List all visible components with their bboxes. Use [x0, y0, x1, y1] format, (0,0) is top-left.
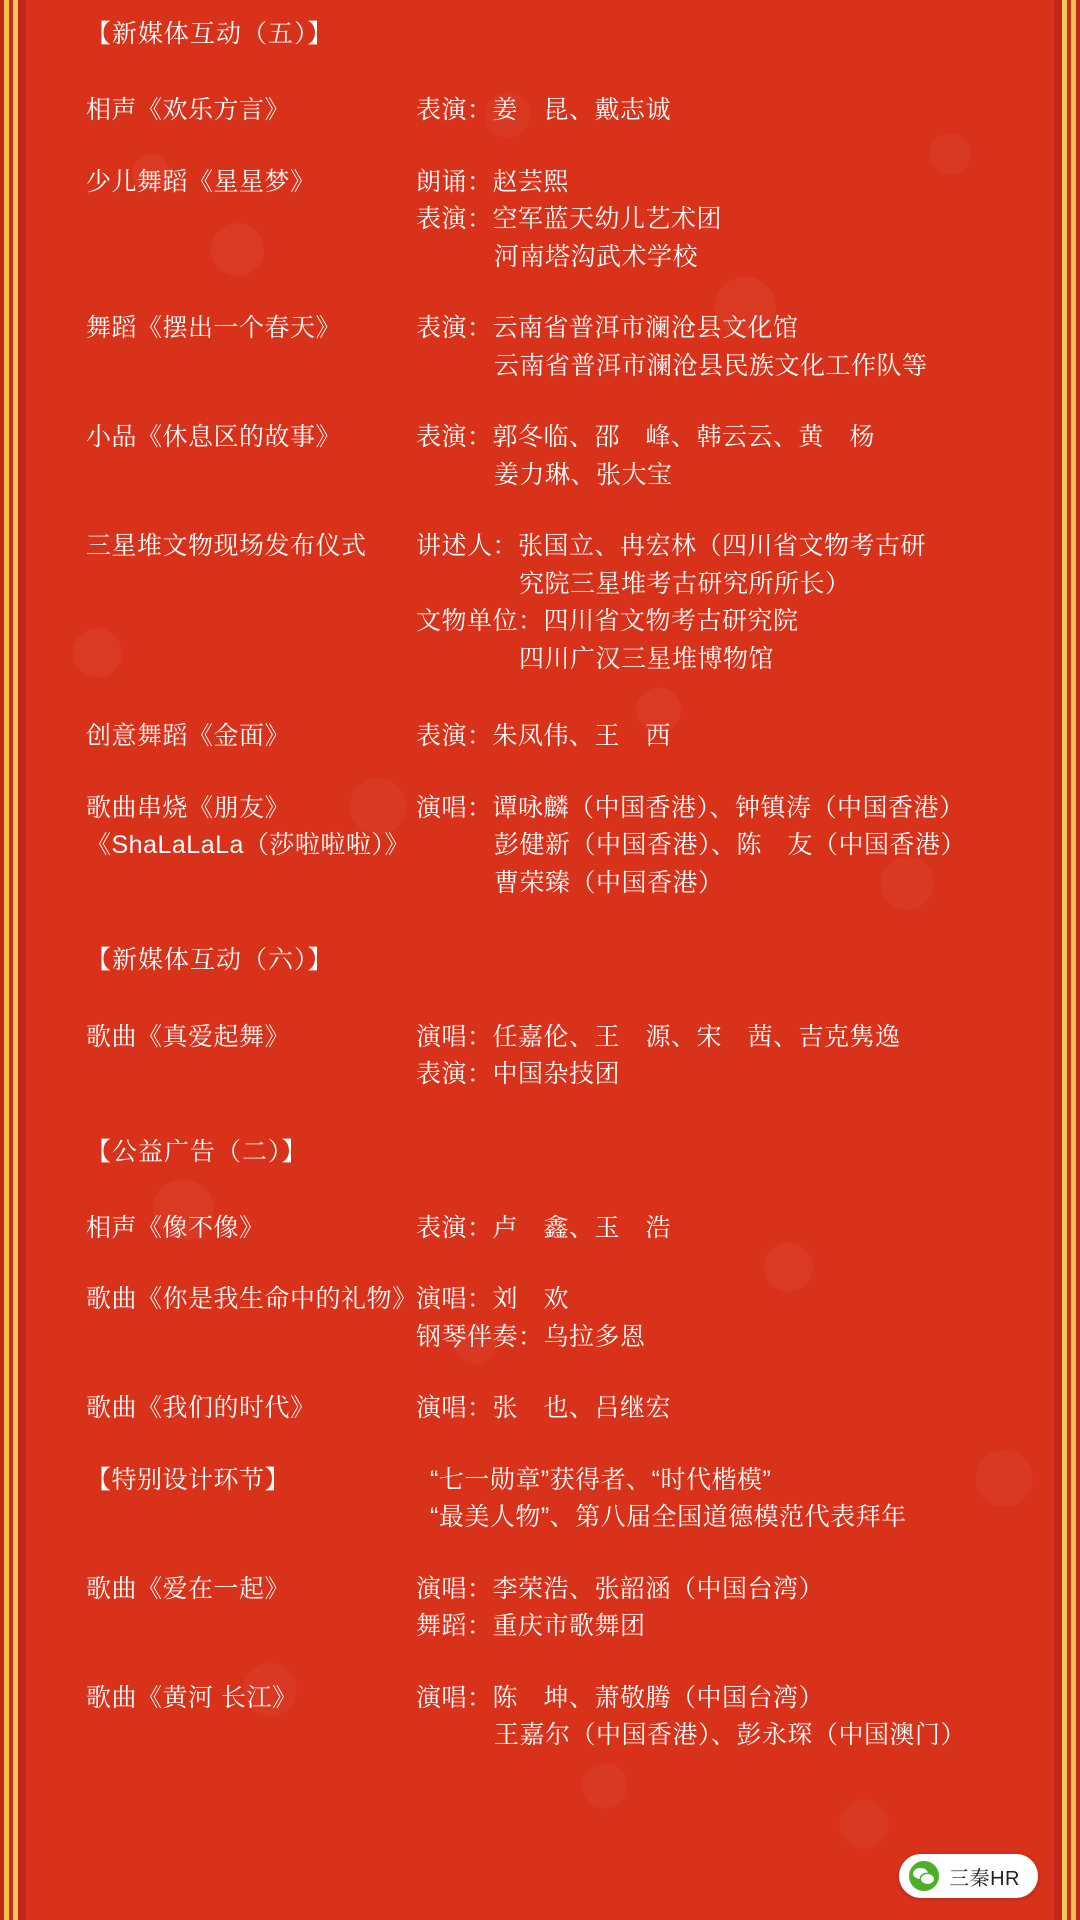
program-row: [26, 1462, 1054, 1537]
detail-line: 讲述人：张国立、冉宏林（四川省文物考古研: [416, 532, 927, 561]
detail-line: 表演：云南省普洱市澜沧县文化馆: [416, 314, 799, 343]
program-title-main: 歌曲串烧《朋友》: [86, 793, 291, 822]
program-detail: [416, 310, 1024, 385]
detail-line: 河南塔沟武术学校: [494, 242, 699, 271]
program-title: 少儿舞蹈《星星梦》: [86, 167, 316, 196]
section-heading-label: 【新媒体互动（六）】: [86, 946, 334, 975]
program-title: 相声《像不像》: [86, 1213, 265, 1242]
detail-line: 表演：卢 鑫、玉 浩: [416, 1213, 672, 1242]
program-row: [26, 164, 1054, 277]
detail-line: 表演：空军蓝天幼儿艺术团: [416, 205, 723, 234]
program-row: [26, 1210, 1054, 1248]
program-title: [86, 790, 416, 865]
program-row: [26, 92, 1054, 130]
section-heading-label: 【新媒体互动（五）】: [86, 20, 334, 48]
detail-line: 四川广汉三星堆博物馆: [519, 644, 775, 673]
program-title: 舞蹈《摆出一个春天》: [86, 314, 342, 343]
program-title: 歌曲《黄河 长江》: [86, 1683, 298, 1712]
detail-line: 表演：朱凤伟、王 西: [416, 722, 672, 751]
program-detail: [416, 790, 1024, 903]
program-detail: [416, 164, 1024, 277]
detail-line: 姜力琳、张大宝: [494, 460, 673, 489]
program-row: [26, 1680, 1054, 1755]
detail-line: 云南省普洱市澜沧县民族文化工作队等: [494, 351, 928, 380]
detail-line: “七一勋章”获得者、“时代楷模”: [430, 1465, 772, 1494]
program-title: 创意舞蹈《金面》: [86, 722, 291, 751]
program-detail: [416, 718, 1024, 756]
program-detail: [416, 528, 1024, 678]
program-detail: [416, 1390, 1024, 1428]
program-detail: [416, 1462, 1024, 1537]
wechat-icon: [909, 1861, 939, 1891]
left-border-ornament: [0, 0, 26, 1920]
program-title: 三星堆文物现场发布仪式: [86, 532, 367, 561]
program-detail: [416, 1571, 1024, 1646]
program-row: [26, 310, 1054, 385]
program-detail: [416, 1210, 1024, 1248]
program-row: [26, 718, 1054, 756]
detail-line: 演唱：李荣浩、张韶涵（中国台湾）: [416, 1574, 825, 1603]
detail-line: 演唱：刘 欢: [416, 1285, 570, 1314]
right-border-ornament: [1054, 0, 1080, 1920]
detail-line: 演唱：谭咏麟（中国香港）、钟镇涛（中国香港）: [416, 793, 965, 822]
program-title: 【特别设计环节】: [86, 1465, 291, 1494]
detail-line: 王嘉尔（中国香港）、彭永琛（中国澳门）: [494, 1721, 967, 1750]
program-title: 歌曲《爱在一起》: [86, 1574, 291, 1603]
detail-line: 舞蹈：重庆市歌舞团: [416, 1612, 646, 1641]
detail-line: 文物单位：四川省文物考古研究院: [416, 607, 799, 636]
program-detail: [416, 1281, 1024, 1356]
program-detail: [416, 1019, 1024, 1094]
detail-line: 朗诵：赵芸熙: [416, 167, 570, 196]
program-title: 相声《欢乐方言》: [86, 96, 291, 125]
program-list: [26, 0, 1054, 1920]
wechat-watermark[interactable]: [899, 1854, 1038, 1898]
section-heading: [26, 942, 1054, 978]
program-title: 小品《休息区的故事》: [86, 423, 342, 452]
detail-line: 演唱：任嘉伦、王 源、宋 茜、吉克隽逸: [416, 1022, 901, 1051]
program-detail: [416, 92, 1024, 130]
program-row: [26, 1281, 1054, 1356]
detail-line: 钢琴伴奏：乌拉多恩: [416, 1322, 646, 1351]
detail-line: 曹荣臻（中国香港）: [494, 868, 724, 897]
detail-line: 表演：姜 昆、戴志诚: [416, 96, 672, 125]
detail-line: 演唱：张 也、吕继宏: [416, 1394, 672, 1423]
program-title: 歌曲《你是我生命中的礼物》: [86, 1285, 418, 1314]
detail-line: 演唱：陈 坤、萧敬腾（中国台湾）: [416, 1683, 825, 1712]
program-row: [26, 528, 1054, 678]
program-row: [26, 790, 1054, 903]
detail-line: 彭健新（中国香港）、陈 友（中国香港）: [494, 831, 967, 860]
section-heading-label: 【公益广告（二）】: [86, 1137, 308, 1166]
section-heading: [26, 16, 1054, 52]
detail-line: “最美人物”、第八届全国道德模范代表拜年: [430, 1503, 907, 1532]
section-heading: [26, 1134, 1054, 1170]
program-row: [26, 1390, 1054, 1428]
program-title-sub: 《ShaLaLaLa（莎啦啦啦）》: [86, 831, 410, 860]
program-row: [26, 1019, 1054, 1094]
detail-line: 究院三星堆考古研究所所长）: [519, 569, 851, 598]
detail-line: 表演：中国杂技团: [416, 1060, 621, 1088]
wechat-account-name: 三秦HR: [949, 1867, 1020, 1890]
detail-line: 表演：郭冬临、邵 峰、韩云云、黄 杨: [416, 423, 876, 452]
program-row: [26, 1571, 1054, 1646]
program-detail: [416, 1680, 1024, 1755]
program-title: 歌曲《我们的时代》: [86, 1394, 316, 1423]
program-title: 歌曲《真爱起舞》: [86, 1022, 291, 1051]
program-row: [26, 419, 1054, 494]
program-detail: [416, 419, 1024, 494]
